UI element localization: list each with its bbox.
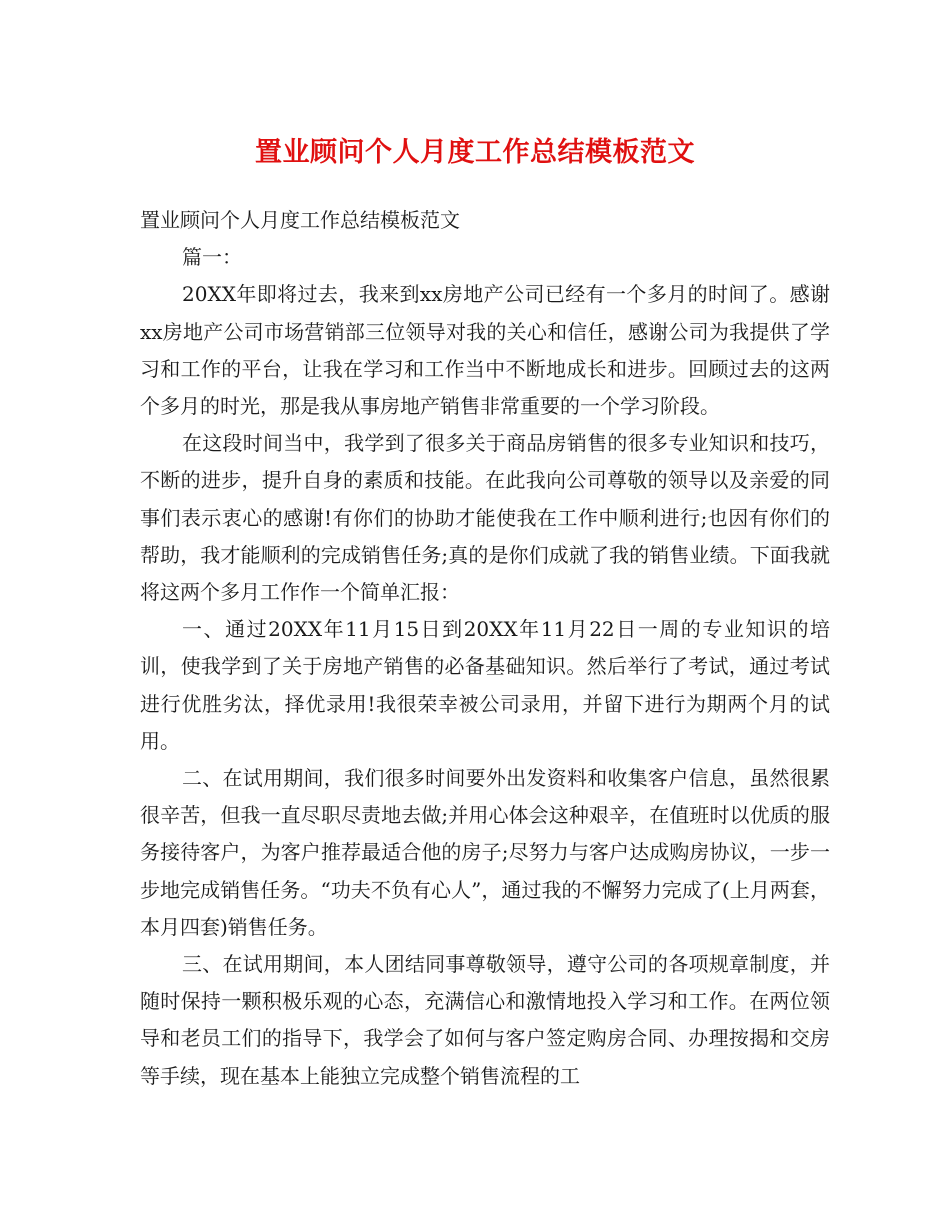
paragraph-training: 一、通过20XX年11月15日到20XX年11月22日一周的专业知识的培训，使我学到了关于房地产销售的必备基础知识。然后举行了考试，通过考试进行优胜劣汰，择优录用!我很荣幸被公司录用，并留下进行为期两个月的试用。 xyxy=(140,617,830,753)
document-subtitle: 置业顾问个人月度工作总结模板范文 xyxy=(140,208,460,232)
document-title: 置业顾问个人月度工作总结模板范文 xyxy=(255,137,695,168)
paragraph-intro: 20XX年即将过去，我来到xx房地产公司已经有一个多月的时间了。感谢xx房地产公司市场营销部三位领导对我的关心和信任，感谢公司为我提供了学习和工作的平台，让我在学习和工作当中不断地成长和进步。回顾过去的这两个多月的时光，那是我从事房地产销售非常重要的一个学习阶段。 xyxy=(140,282,830,419)
document-body xyxy=(140,202,830,1095)
section-label: 篇一： xyxy=(182,245,242,270)
paragraph-teamwork: 三、在试用期间，本人团结同事尊敬领导，遵守公司的各项规章制度，并随时保持一颗积极乐观的心态，充满信心和激情地投入学习和工作。在两位领导和老员工们的指导下，我学会了如何与客户签定购房合同、办理按揭和交房等手续，现在基本上能独立完成整个销售流程的工 xyxy=(140,952,830,1088)
paragraph-thanks: 在这段时间当中，我学到了很多关于商品房销售的很多专业知识和技巧，不断的进步，提升自身的素质和技能。在此我向公司尊敬的领导以及亲爱的同事们表示衷心的感谢!有你们的协助才能使我在工作中顺利进行;也因有你们的帮助，我才能顺利的完成销售任务;真的是你们成就了我的销售业绩。下面我就将这两个多月工作作一个简单汇报： xyxy=(140,431,830,605)
paragraph-trial-work: 二、在试用期间，我们很多时间要外出发资料和收集客户信息，虽然很累很辛苦，但我一直尽职尽责地去做;并用心体会这种艰辛，在值班时以优质的服务接待客户，为客户推荐最适合他的房子;尽努力与客户达成购房协议，一步一步地完成销售任务。“功夫不负有心人”，通过我的不懈努力完成了(上月两套，本月四套)销售任务。 xyxy=(140,766,830,939)
